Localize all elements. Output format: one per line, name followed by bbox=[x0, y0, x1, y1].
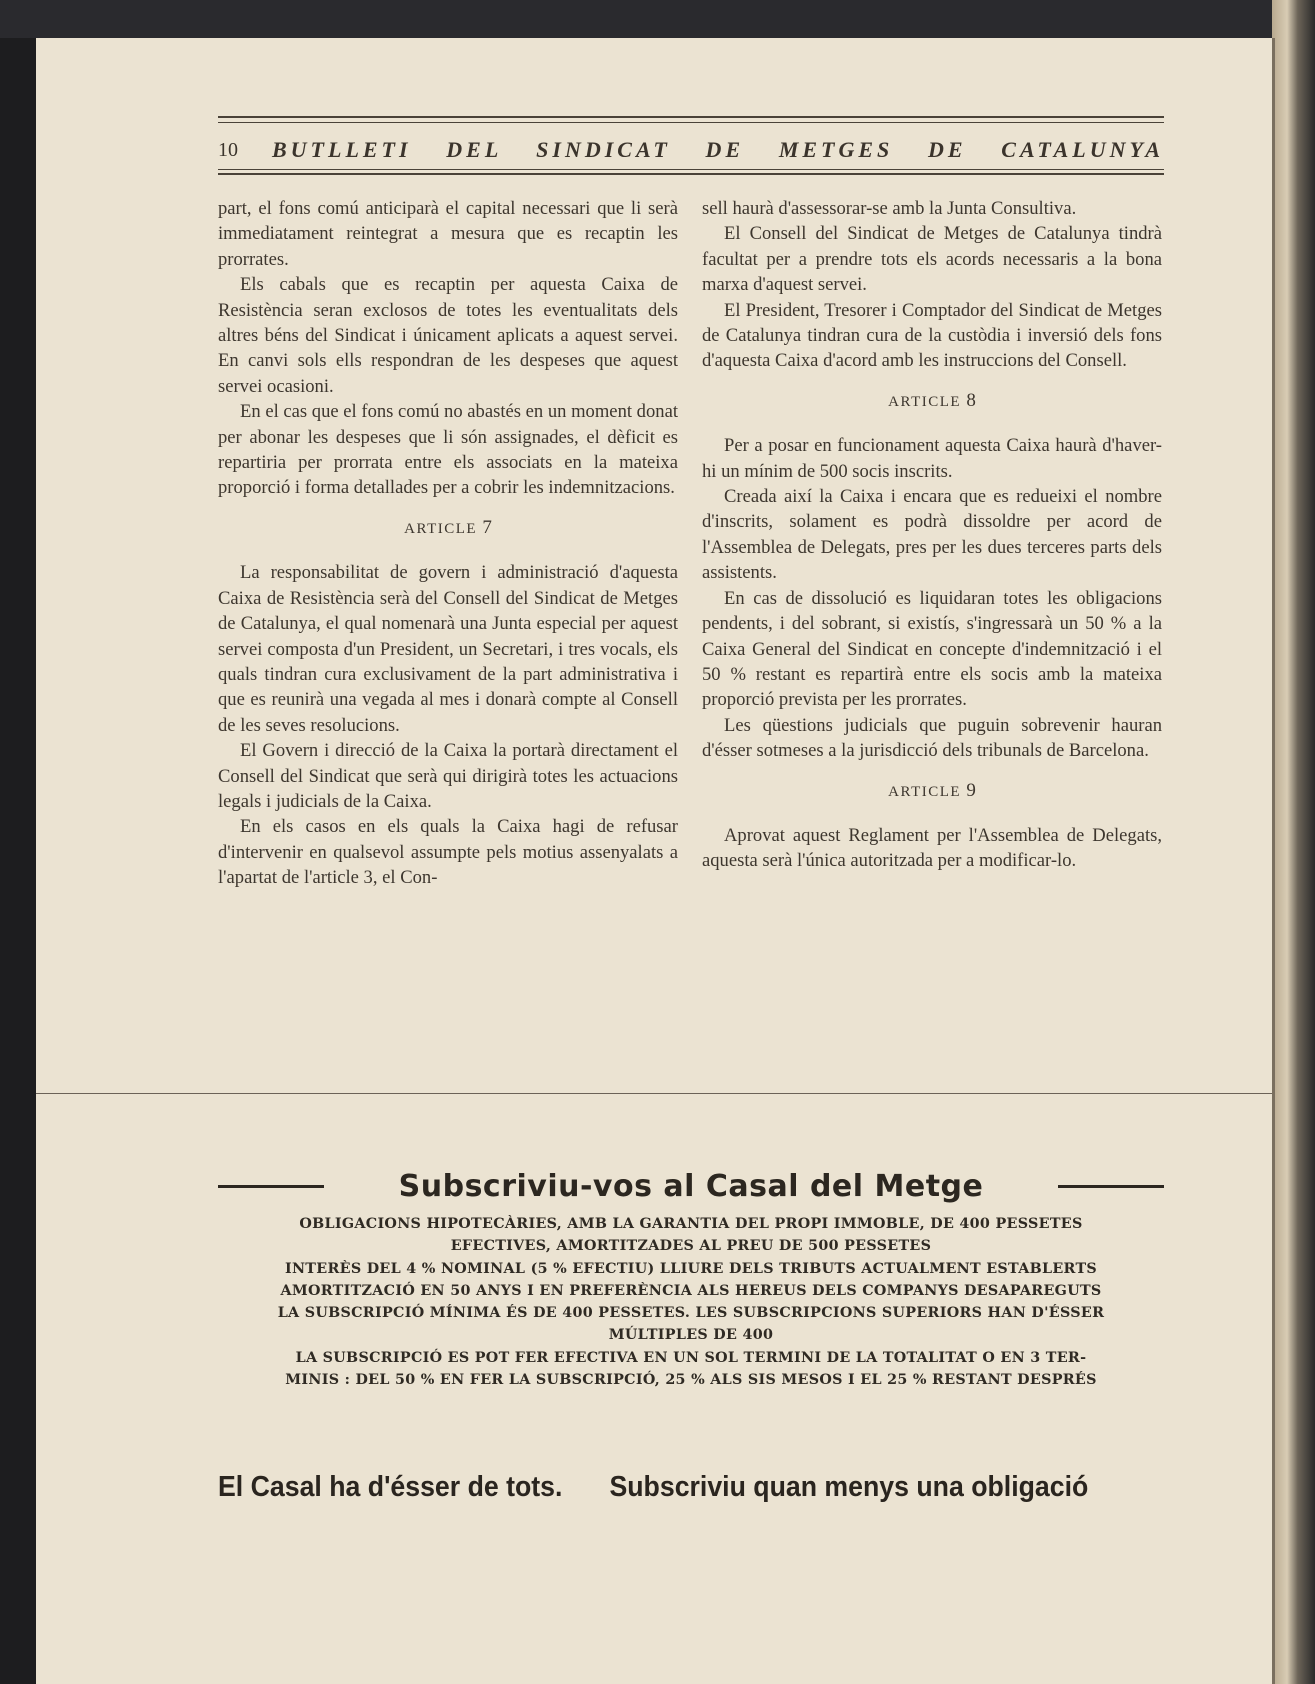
article-number: 8 bbox=[966, 389, 976, 411]
slogan-right: Subscriviu quan menys una obligació bbox=[609, 1470, 1089, 1503]
advert-line: INTERÈS DEL 4 % NOMINAL (5 % EFECTIU) LLIURE DELS TRIBUTS ACTUALMENT ESTABLERTS bbox=[284, 1260, 1098, 1277]
title-rule-left bbox=[218, 1185, 324, 1188]
paragraph: Creada així la Caixa i encara que es redueixi el nombre d'inscrits, solament es podrà dissoldre per acord de l'Assemblea de Delegats, pres per les dues terceres parts dels assistents. bbox=[702, 486, 1162, 584]
running-header bbox=[218, 135, 1164, 165]
header-top-rule-thin bbox=[218, 122, 1164, 123]
article-number: 7 bbox=[482, 516, 492, 538]
article-number: 9 bbox=[966, 779, 976, 801]
document-page bbox=[36, 38, 1272, 1684]
paragraph: El Consell del Sindicat de Metges de Catalunya tindrà facultat per a prendre tots els acords necessaris a la bona marxa d'aquest servei. bbox=[702, 223, 1162, 296]
paragraph: part, el fons comú anticiparà el capital necessari que li serà immediatament reintegrat a mesura que es recaptin les prorrates. bbox=[218, 198, 678, 270]
paragraph: En cas de dissolució es liquidaran totes les obligacions pendents, i del sobrant, si existís, s'ingressarà un 50 % a la Caixa General del Sindicat en concepte d'indemnització i el 50 % restant es repartirà entre els socis amb la mateixa proporció prevista per les prorrates. bbox=[702, 587, 1162, 711]
slogan-left: El Casal ha d'ésser de tots. bbox=[218, 1470, 563, 1503]
advert-slogan-row bbox=[218, 1465, 1088, 1509]
advert-line: LA SUBSCRIPCIÓ ES POT FER EFECTIVA EN UN SOL TERMINI DE LA TOTALITAT O EN 3 TER- bbox=[295, 1349, 1087, 1366]
header-top-rule bbox=[218, 116, 1164, 118]
paragraph: sell haurà d'assessorar-se amb la Junta Consultiva. bbox=[702, 198, 1077, 219]
right-text-column bbox=[702, 196, 1162, 874]
paragraph: Les qüestions judicials que puguin sobrevenir hauran d'ésser sotmeses a la jurisdicció dels tribunals de Barcelona. bbox=[702, 714, 1162, 762]
page-number: 10 bbox=[218, 138, 238, 161]
section-divider bbox=[36, 1093, 1272, 1094]
paragraph: En els casos en els quals la Caixa hagi de refusar d'intervenir en qualsevol assumpte pels motius assenyalats a l'apartat de l'article 3, el Con- bbox=[218, 816, 678, 889]
paragraph: Aprovat aquest Reglament per l'Assemblea de Delegats, aquesta serà l'única autoritzada per a modificar-lo. bbox=[702, 824, 1162, 872]
advert-line: OBLIGACIONS HIPOTECÀRIES, AMB LA GARANTIA DEL PROPI IMMOBLE, DE 400 PESSETES bbox=[299, 1216, 1083, 1232]
advert-title: Subscriviu-vos al Casal del Metge bbox=[398, 1168, 984, 1204]
paragraph: El Govern i direcció de la Caixa la portarà directament el Consell del Sindicat que serà qui dirigirà totes les actuacions legals i judicials de la Caixa. bbox=[218, 740, 678, 812]
page-edge-line bbox=[1272, 38, 1275, 1684]
article-label: ARTICLE bbox=[404, 520, 478, 537]
paragraph: Els cabals que es recaptin per aquesta Caixa de Resistència seran exclosos de totes les eventualitats dels altres béns del Sindicat i únicament aplicats a aquest servei. En canvi sols ells respondran de les despeses que aquest servei ocasioni. bbox=[218, 274, 678, 397]
advert-line: MÚLTIPLES DE 400 bbox=[608, 1327, 774, 1344]
header-bottom-rule bbox=[218, 173, 1164, 175]
article-heading bbox=[702, 388, 1162, 415]
article-heading bbox=[702, 778, 1162, 805]
article-label: ARTICLE bbox=[888, 783, 962, 800]
book-spine-edge bbox=[1272, 0, 1315, 1684]
scan-background bbox=[0, 0, 1315, 38]
publication-title: BUTLLETI DEL SINDICAT DE METGES DE CATALUNYA bbox=[272, 137, 1164, 162]
advert-line: LA SUBSCRIPCIÓ MÍNIMA ÉS DE 400 PESSETES. LES SUBSCRIPCIONS SUPERIORS HAN D'ÉSSER bbox=[277, 1305, 1105, 1322]
advert-title-row bbox=[218, 1166, 1164, 1206]
paragraph: En el cas que el fons comú no abastés en un moment donat per abonar les despeses que li són assignades, el dèficit es repartiria per prorrata entre els associats en la mateixa proporció i forma detallades per a cobrir les indemnitzacions. bbox=[218, 401, 678, 499]
advert-line: MINIS : DEL 50 % EN FER LA SUBSCRIPCIÓ, 25 % ALS SIS MESOS I EL 25 % RESTANT DESPRÉS bbox=[285, 1372, 1097, 1389]
title-rule-right bbox=[1058, 1185, 1164, 1188]
paragraph: Per a posar en funcionament aquesta Caixa haurà d'haver-hi un mínim de 500 socis inscrits. bbox=[702, 435, 1162, 482]
header-bottom-rule-thin bbox=[218, 169, 1164, 170]
paragraph: El President, Tresorer i Comptador del Sindicat de Metges de Catalunya tindran cura de la custòdia i inversió dels fons d'aquesta Caixa d'acord amb les instruccions del Consell. bbox=[702, 299, 1162, 372]
advert-line: AMORTITZACIÓ EN 50 ANYS I EN PREFERÈNCIA ALS HEREUS DELS COMPANYS DESAPAREGUTS bbox=[280, 1282, 1102, 1299]
paragraph: La responsabilitat de govern i administració d'aquesta Caixa de Resistència serà del Consell del Sindicat de Metges de Catalunya, el qual nomenarà una Junta especial per aquest servei composta d'un President, un Secretari, i tres vocals, els quals tindran cura exclusivament de la part administrativa i que es reunirà una vegada al mes i donarà compte al Consell de les seves resolucions. bbox=[218, 562, 678, 736]
advert-body bbox=[218, 1213, 1164, 1391]
left-text-column bbox=[218, 196, 678, 891]
article-label: ARTICLE bbox=[888, 393, 962, 410]
article-heading bbox=[218, 515, 678, 542]
advert-line: EFECTIVES, AMORTITZADES AL PREU DE 500 PESSETES bbox=[450, 1238, 932, 1255]
